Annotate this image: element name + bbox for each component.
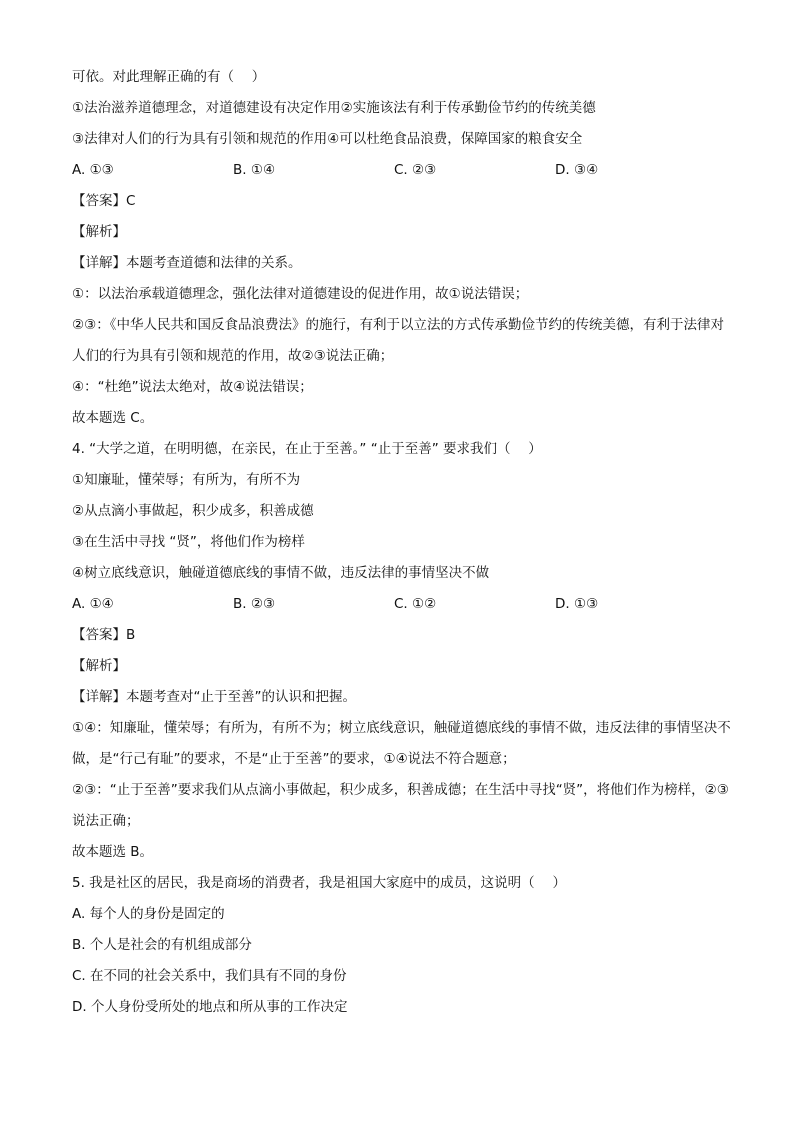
q4-statement-2: ②从点滴小事做起，积少成多，积善成德 xyxy=(72,503,314,519)
q4-stem: 4. “大学之道，在明明德，在亲民，在止于至善。” “止于至善” 要求我们（ ） xyxy=(72,441,542,457)
q4-answer: 【答案】B xyxy=(72,627,136,643)
q3-option-b: B. ①④ xyxy=(233,162,276,178)
q3-options xyxy=(72,155,732,186)
q3-detail-3: ④：“杜绝”说法太绝对，故④说法错误； xyxy=(72,379,313,395)
q4-detail-2: ②③：“止于至善”要求我们从点滴小事做起，积少成多，积善成德；在生活中寻找“贤”，将他们作为榜样，②③说法正确； xyxy=(72,782,729,829)
q4-statement-1: ①知廉耻，懂荣辱；有所为，有所不为 xyxy=(72,472,301,488)
q4-conclusion: 故本题选 B。 xyxy=(72,844,154,860)
q3-option-c: C. ②③ xyxy=(394,162,437,178)
q3-answer: 【答案】C xyxy=(72,193,136,209)
q5-option-d: D. 个人身份受所处的地点和所从事的工作决定 xyxy=(72,999,348,1015)
q4-analysis-label: 【解析】 xyxy=(72,658,126,674)
q4-detail-1: ①④：知廉耻，懂荣辱；有所为，有所不为；树立底线意识，触碰道德底线的事情不做，违反法律的事情坚决不做，是“行己有耻”的要求，不是“止于至善”的要求，①④说法不符合题意； xyxy=(72,720,731,767)
q3-statement-line-1: ①法治滋养道德理念，对道德建设有决定作用②实施该法有利于传承勤俭节约的传统美德 xyxy=(72,100,596,116)
q4-statement-3: ③在生活中寻找 “贤”，将他们作为榜样 xyxy=(72,534,305,550)
q3-option-d: D. ③④ xyxy=(555,162,599,178)
q3-option-a: A. ①③ xyxy=(72,162,114,178)
q5-option-b: B. 个人是社会的有机组成部分 xyxy=(72,937,252,953)
q4-options xyxy=(72,589,732,620)
q3-stem-tail: 可依。对此理解正确的有（ ） xyxy=(72,69,266,85)
q5-stem: 5. 我是社区的居民，我是商场的消费者，我是祖国大家庭中的成员，这说明（ ） xyxy=(72,875,566,891)
q4-option-d: D. ①③ xyxy=(555,596,599,612)
q3-detail-2: ②③：《中华人民共和国反食品浪费法》的施行，有利于以立法的方式传承勤俭节约的传统美德，有利于法律对人们的行为具有引领和规范的作用，故②③说法正确； xyxy=(72,317,724,364)
q3-detail-intro: 【详解】本题考查道德和法律的关系。 xyxy=(72,255,302,271)
q3-statement-line-2: ③法律对人们的行为具有引领和规范的作用④可以杜绝食品浪费，保障国家的粮食安全 xyxy=(72,131,583,147)
q3-analysis-label: 【解析】 xyxy=(72,224,126,240)
q4-detail-intro: 【详解】本题考查对“止于至善”的认识和把握。 xyxy=(72,689,356,705)
q4-option-c: C. ①② xyxy=(394,596,437,612)
q5-option-c: C. 在不同的社会关系中，我们具有不同的身份 xyxy=(72,968,347,984)
q5-option-a: A. 每个人的身份是固定的 xyxy=(72,906,225,922)
q4-option-b: B. ②③ xyxy=(233,596,276,612)
document-page xyxy=(72,62,732,1023)
q3-detail-1: ①：以法治承载道德理念，强化法律对道德建设的促进作用，故①说法错误； xyxy=(72,286,529,302)
q4-statement-4: ④树立底线意识，触碰道德底线的事情不做，违反法律的事情坚决不做 xyxy=(72,565,490,581)
q4-option-a: A. ①④ xyxy=(72,596,114,612)
q3-conclusion: 故本题选 C。 xyxy=(72,410,154,426)
